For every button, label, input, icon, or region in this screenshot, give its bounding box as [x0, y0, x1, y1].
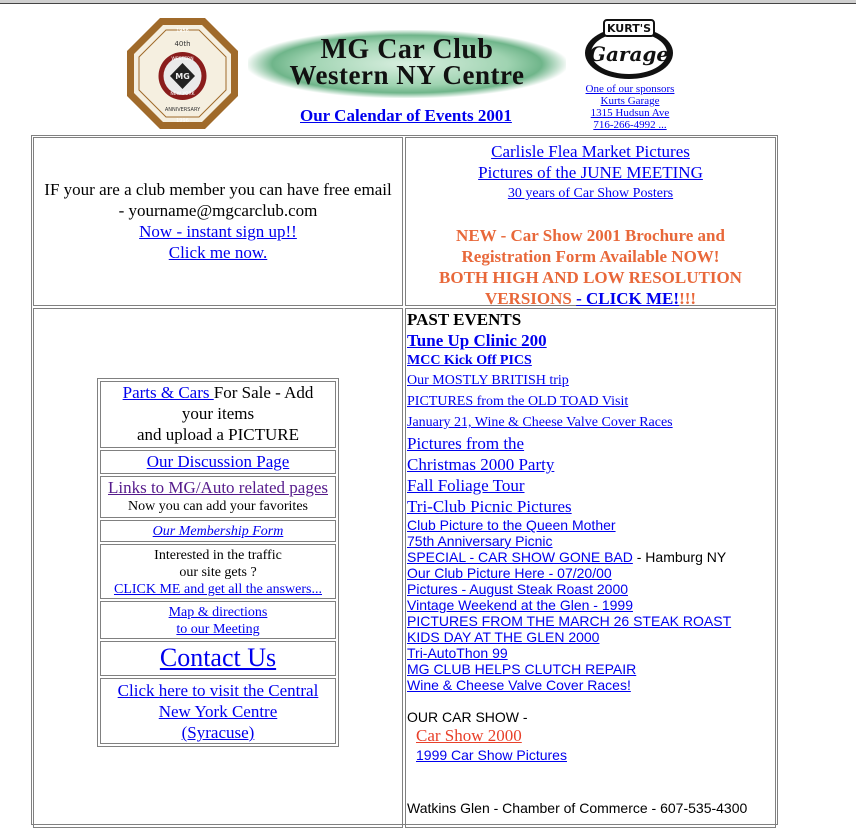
- central-link-line2[interactable]: New York Centre: [158, 702, 278, 721]
- contact-us-link[interactable]: Contact Us: [159, 643, 277, 672]
- email-cell: [33, 137, 403, 306]
- traffic-cell: [100, 544, 336, 599]
- traffic-link[interactable]: CLICK ME and get all the answers...: [113, 582, 322, 597]
- club-banner: [248, 30, 566, 98]
- central-link-line3[interactable]: (Syracuse): [181, 723, 255, 742]
- tri-autothon-link[interactable]: Tri-AutoThon 99: [407, 645, 508, 661]
- car-show-2000-link[interactable]: Car Show 2000: [416, 726, 522, 745]
- parts-text2: your items: [181, 404, 255, 423]
- discussion-link[interactable]: Our Discussion Page: [146, 452, 290, 471]
- notice-line4: VERSIONS: [484, 289, 577, 308]
- traffic-text1: Interested in the traffic: [154, 548, 282, 563]
- svg-text:NEW YORK: NEW YORK: [170, 92, 195, 97]
- news-cell: [405, 137, 776, 306]
- links-cell: [100, 476, 336, 518]
- svg-text:WESTERN: WESTERN: [171, 57, 194, 62]
- special-car-show-link[interactable]: SPECIAL - CAR SHOW GONE BAD: [407, 549, 633, 565]
- club-anniversary-logo: [127, 18, 238, 129]
- club-name-line1: MG Car Club: [320, 34, 494, 65]
- central-cell: [100, 678, 336, 744]
- wine-cheese-jan-link[interactable]: January 21, Wine & Cheese Valve Cover Races: [407, 415, 673, 430]
- sponsor-line1[interactable]: One of our sponsors: [585, 83, 675, 95]
- kurts-garage-logo[interactable]: [582, 18, 676, 80]
- map-link-line2[interactable]: to our Meeting: [176, 622, 260, 637]
- notice-line2: Registration Form Available NOW!: [461, 247, 720, 266]
- foliage-link[interactable]: Fall Foliage Tour: [407, 476, 525, 495]
- membership-link[interactable]: Our Membership Form: [152, 524, 284, 539]
- vintage-weekend-link[interactable]: Vintage Weekend at the Glen - 1999: [407, 597, 633, 613]
- carlisle-link[interactable]: Carlisle Flea Market Pictures: [491, 142, 690, 161]
- email-signup-link[interactable]: Now - instant sign up!!: [139, 222, 297, 241]
- parts-text1: For Sale - Add: [213, 383, 314, 402]
- xmas-link-line2[interactable]: Christmas 2000 Party: [407, 455, 555, 474]
- contact-cell: [100, 641, 336, 676]
- traffic-text2: our site gets ?: [179, 565, 257, 580]
- calendar-link[interactable]: Our Calendar of Events 2001: [300, 106, 512, 125]
- svg-text:ANNIVERSARY: ANNIVERSARY: [164, 107, 201, 113]
- posters-link[interactable]: 30 years of Car Show Posters: [507, 186, 674, 201]
- queen-mother-link[interactable]: Club Picture to the Queen Mother: [407, 517, 616, 533]
- june-meeting-link[interactable]: Pictures of the JUNE MEETING: [478, 163, 703, 182]
- discussion-cell: [100, 450, 336, 474]
- anniversary-picnic-link[interactable]: 75th Anniversary Picnic: [407, 533, 553, 549]
- sponsor-line3[interactable]: 1315 Hudsun Ave: [590, 107, 670, 119]
- map-link-line1[interactable]: Map & directions: [168, 605, 268, 620]
- svg-text:1956: 1956: [176, 28, 189, 34]
- club-name-line2: Western NY Centre: [289, 60, 525, 90]
- old-toad-link[interactable]: PICTURES from the OLD TOAD Visit: [407, 394, 629, 409]
- watkins-glen-text: Watkins Glen - Chamber of Commerce - 607-535-4300: [407, 800, 748, 816]
- sponsor-info[interactable]: [570, 83, 690, 131]
- membership-cell: [100, 520, 336, 542]
- tune-up-link[interactable]: Tune Up Clinic 200: [407, 331, 547, 350]
- nav-table: [97, 378, 339, 747]
- svg-text:Garage: Garage: [588, 42, 670, 66]
- club-picture-link[interactable]: Our Club Picture Here - 07/20/00: [407, 565, 612, 581]
- parts-cars-link[interactable]: Parts & Cars: [122, 383, 214, 402]
- triclub-link[interactable]: Tri-Club Picnic Pictures: [407, 497, 572, 516]
- svg-text:1996: 1996: [176, 118, 189, 124]
- email-text-line2: - yourname@mgcarclub.com: [118, 201, 318, 220]
- car-show-1999-link[interactable]: 1999 Car Show Pictures: [416, 747, 567, 763]
- brochure-click-link[interactable]: - CLICK ME!: [576, 289, 680, 308]
- valve-cover-races-link[interactable]: Wine & Cheese Valve Cover Races!: [407, 677, 631, 693]
- window-top-edge: [0, 0, 856, 4]
- parts-text3: and upload a PICTURE: [137, 425, 299, 444]
- links-page-link[interactable]: Links to MG/Auto related pages: [107, 478, 328, 497]
- notice-exclaim: !!!: [679, 289, 697, 308]
- svg-text:KURT'S: KURT'S: [606, 22, 652, 35]
- email-click-link[interactable]: Click me now.: [168, 243, 268, 262]
- mcc-link[interactable]: MCC Kick Off PICS: [407, 353, 532, 368]
- email-text-line1: IF your are a club member you can have free email: [44, 180, 392, 199]
- central-link-line1[interactable]: Click here to visit the Central: [117, 681, 319, 700]
- british-trip-link[interactable]: Our MOSTLY BRITISH trip: [407, 373, 569, 388]
- kids-day-link[interactable]: KIDS DAY AT THE GLEN 2000: [407, 629, 600, 645]
- map-cell: [100, 601, 336, 639]
- sponsor-line4[interactable]: 716-266-4992 ...: [593, 119, 667, 131]
- steak-roast-march-link[interactable]: PICTURES FROM THE MARCH 26 STEAK ROAST: [407, 613, 732, 629]
- sponsor-line2[interactable]: Kurts Garage: [600, 95, 660, 107]
- past-events-list: [407, 310, 773, 816]
- notice-line3: BOTH HIGH AND LOW RESOLUTION: [439, 268, 742, 287]
- svg-text:40th: 40th: [174, 40, 191, 48]
- clutch-repair-link[interactable]: MG CLUB HELPS CLUTCH REPAIR: [407, 661, 637, 677]
- parts-cell: [100, 381, 336, 448]
- links-subtext: Now you can add your favorites: [127, 499, 308, 514]
- steak-roast-aug-link[interactable]: Pictures - August Steak Roast 2000: [407, 581, 629, 597]
- svg-text:MG: MG: [175, 72, 190, 81]
- notice-line1: NEW - Car Show 2001 Brochure and: [456, 226, 725, 245]
- special-text: - Hamburg NY: [632, 549, 727, 565]
- past-events-heading: PAST EVENTS: [407, 310, 522, 329]
- car-show-heading: OUR CAR SHOW -: [407, 709, 528, 725]
- xmas-link-line1[interactable]: Pictures from the: [407, 434, 525, 453]
